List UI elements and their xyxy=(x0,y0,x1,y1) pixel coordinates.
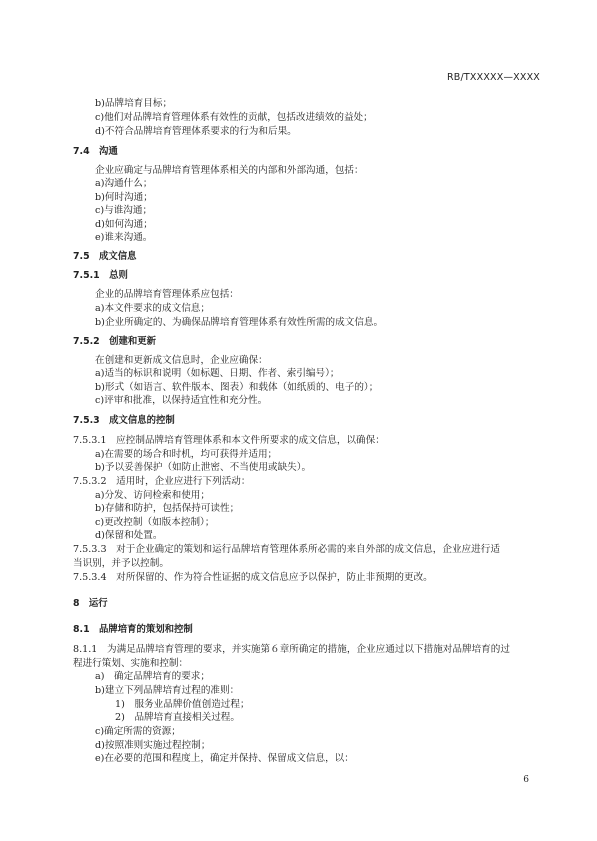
section-heading-8-1: 8.1 品牌培育的策划和控制 xyxy=(73,624,193,635)
list-item: d)如何沟通； xyxy=(95,219,153,230)
list-item: a)适当的标识和说明（如标题、日期、作者、索引编号）； xyxy=(95,368,340,379)
list-item: b)形式（如语言、软件版本、图表）和载体（如纸质的、电子的）； xyxy=(95,382,379,393)
clause-7-5-3-3-cont: 当识别，并予以控制。 xyxy=(73,558,169,569)
list-item: b)存储和防护，包括保持可读性； xyxy=(95,503,240,514)
paragraph: 企业应确定与品牌培育管理体系相关的内部和外部沟通，包括： xyxy=(95,165,364,176)
list-item: a)分发、访问检索和使用； xyxy=(95,490,210,501)
list-item: a)本文件要求的成文信息； xyxy=(95,303,210,314)
page-number: 6 xyxy=(523,775,529,785)
list-item: c)确定所需的资源； xyxy=(95,726,181,737)
sub-list-item: 2) 品牌培育直接相关过程。 xyxy=(115,712,240,723)
list-item: b)何时沟通； xyxy=(95,192,153,203)
list-item: d)不符合品牌培育管理体系要求的行为和后果。 xyxy=(95,126,297,137)
list-item: a) 确定品牌培育的要求； xyxy=(95,671,210,682)
list-item: b)建立下列品牌培育过程的准则： xyxy=(95,685,240,696)
sub-list-item: 1) 服务业品牌价值创造过程； xyxy=(115,699,250,710)
clause-7-5-3-1: 7.5.3.1 应控制品牌培育管理体系和本文件所要求的成文信息，以确保： xyxy=(73,435,385,446)
clause-7-5-3-3: 7.5.3.3 对于企业确定的策划和运行品牌培育管理体系所必需的来自外部的成文信息，企业应进行适 xyxy=(73,544,500,555)
list-item: c)评审和批准，以保持适宜性和充分性。 xyxy=(95,395,268,406)
list-item: d)保留和处置。 xyxy=(95,530,163,541)
list-item: e)谁来沟通。 xyxy=(95,232,153,243)
clause-7-5-3-2: 7.5.3.2 适用时，企业应进行下列活动： xyxy=(73,476,251,487)
list-item: b)品牌培育目标； xyxy=(95,98,173,109)
paragraph: 企业的品牌培育管理体系应包括： xyxy=(95,289,239,300)
section-heading-7-5-1: 7.5.1 总则 xyxy=(73,270,128,281)
list-item: c)与谁沟通； xyxy=(95,205,153,216)
list-item: b)企业所确定的、为确保品牌培育管理体系有效性所需的成文信息。 xyxy=(95,317,384,328)
list-item: d)按照准则实施过程控制； xyxy=(95,740,211,751)
document-code-header: RB/TXXXXX—XXXX xyxy=(447,72,540,83)
section-heading-7-5-3: 7.5.3 成文信息的控制 xyxy=(73,415,175,426)
list-item: a)沟通什么； xyxy=(95,178,153,189)
list-item: b)予以妥善保护（如防止泄密、不当使用或缺失）。 xyxy=(95,462,312,473)
clause-7-5-3-4: 7.5.3.4 对所保留的、作为符合性证据的成文信息应予以保护，防止非预期的更改。 xyxy=(73,572,433,583)
list-item: e)在必要的范围和程度上，确定并保持、保留成文信息，以： xyxy=(95,753,354,764)
section-heading-7-5: 7.5 成文信息 xyxy=(73,251,137,262)
list-item: c)更改控制（如版本控制）； xyxy=(95,517,215,528)
paragraph: 在创建和更新成文信息时，企业应确保： xyxy=(95,355,268,366)
section-heading-8: 8 运行 xyxy=(73,598,108,609)
list-item: c)他们对品牌培育管理体系有效性的贡献，包括改进绩效的益处； xyxy=(95,112,373,123)
section-heading-7-4: 7.4 沟通 xyxy=(73,146,118,157)
clause-8-1-1: 8.1.1 为满足品牌培育管理的要求，并实施第６章所确定的措施，企业应通过以下措施对品牌培育的过 xyxy=(73,644,510,655)
section-heading-7-5-2: 7.5.2 创建和更新 xyxy=(73,336,156,347)
list-item: a)在需要的场合和时机，均可获得并适用； xyxy=(95,449,278,460)
clause-8-1-1-cont: 程进行策划、实施和控制： xyxy=(73,658,189,669)
